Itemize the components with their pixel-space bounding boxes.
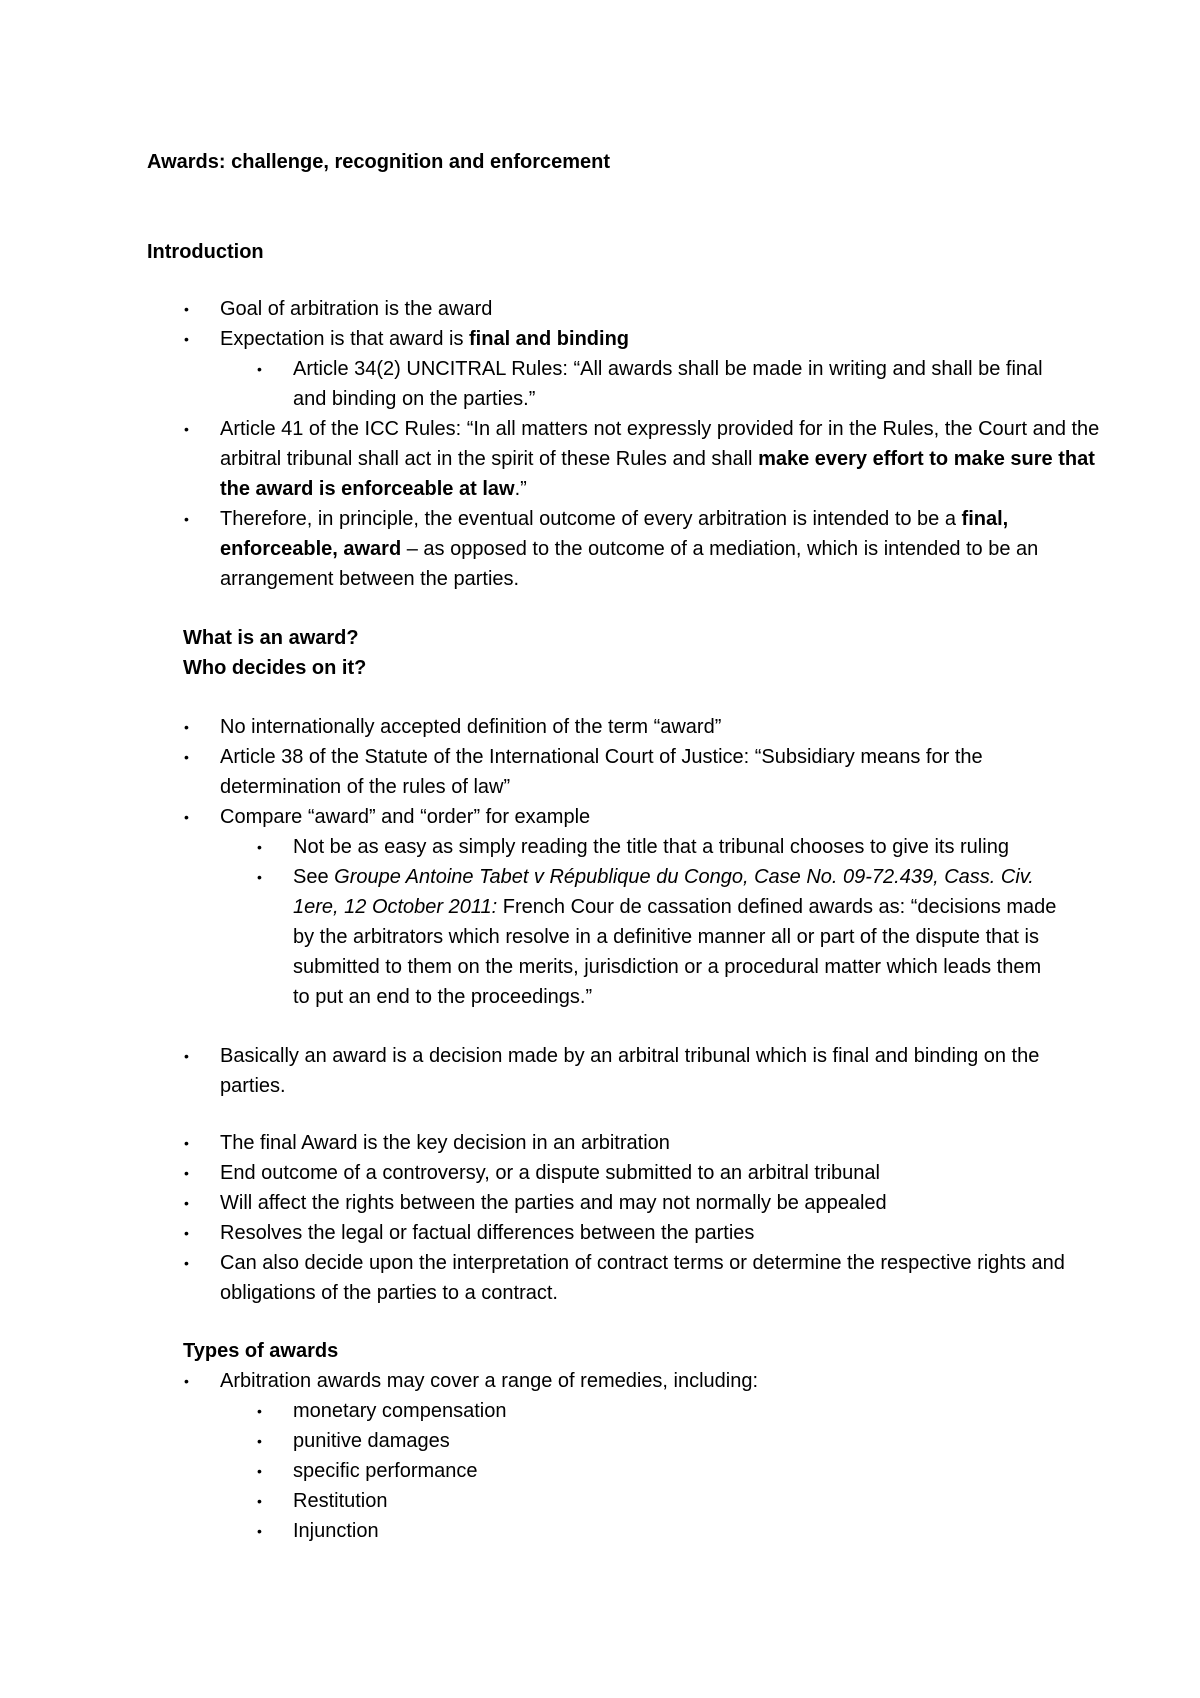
final-award-bullet-list: [184, 1128, 1104, 1308]
list-item: • monetary compensation: [257, 1396, 1057, 1426]
bullet-icon: •: [184, 719, 189, 735]
list-item: • Arbitration awards may cover a range of remedies, including:: [184, 1366, 1104, 1396]
list-item: • Restitution: [257, 1486, 1057, 1516]
bullet-icon: •: [184, 1165, 189, 1181]
list-item: • No internationally accepted definition of the term “award”: [184, 712, 1104, 742]
list-item: • The final Award is the key decision in an arbitration: [184, 1128, 1104, 1158]
list-item: • Article 41 of the ICC Rules: “In all matters not expressly provided for in the Rules, the Court and the arbitral tribunal shall act in the spirit of these Rules and shall make every effort to make sure that the award is enforceable at law.”: [184, 414, 1104, 504]
bullet-icon: •: [184, 331, 189, 347]
intro-bullet-list: [184, 294, 1104, 354]
bullet-icon: •: [184, 809, 189, 825]
bullet-icon: •: [184, 511, 189, 527]
list-item: • Resolves the legal or factual differences between the parties: [184, 1218, 1104, 1248]
what-sub-list: [257, 832, 1057, 1012]
list-item: • punitive damages: [257, 1426, 1057, 1456]
what-bullet-list: [184, 712, 1104, 832]
bullet-icon: •: [257, 1463, 262, 1479]
bullet-icon: •: [184, 1373, 189, 1389]
section-heading-who-decides: Who decides on it?: [183, 657, 367, 679]
bullet-icon: •: [184, 301, 189, 317]
section-heading-introduction: Introduction: [147, 241, 264, 263]
list-item: • Article 34(2) UNCITRAL Rules: “All awards shall be made in writing and shall be final and binding on the parties.”: [257, 354, 1057, 414]
bullet-icon: •: [184, 1048, 189, 1064]
list-item: • Expectation is that award is final and binding: [184, 324, 1104, 354]
bullet-icon: •: [257, 361, 262, 377]
list-item: • End outcome of a controversy, or a dispute submitted to an arbitral tribunal: [184, 1158, 1104, 1188]
bullet-icon: •: [257, 1433, 262, 1449]
types-bullet-list: [184, 1366, 1104, 1396]
section-heading-what-is-award: What is an award?: [183, 627, 359, 649]
intro-bullet-list-cont: [184, 414, 1104, 594]
remedies-sub-list: [257, 1396, 1057, 1546]
list-item: • Injunction: [257, 1516, 1057, 1546]
list-item: • See Groupe Antoine Tabet v République du Congo, Case No. 09-72.439, Cass. Civ. 1ere, 12 October 2011: French Cour de cassation defined awards as: “decisions made by the arbitrators which resolve in a definitive manner all or part of the dispute that is submitted to them on the merits, jurisdiction or a procedural matter which leads them to put an end to the proceedings.”: [257, 862, 1057, 1012]
section-heading-types-of-awards: Types of awards: [183, 1340, 339, 1362]
bullet-icon: •: [184, 1195, 189, 1211]
bullet-icon: •: [257, 1403, 262, 1419]
bullet-icon: •: [184, 749, 189, 765]
list-item: • Therefore, in principle, the eventual outcome of every arbitration is intended to be a final, enforceable, award – as opposed to the outcome of a mediation, which is intended to be an arrangement between the parties.: [184, 504, 1104, 594]
list-item: • Compare “award” and “order” for example: [184, 802, 1104, 832]
bullet-icon: •: [257, 869, 262, 885]
intro-sub-list: [257, 354, 1057, 414]
bullet-icon: •: [184, 1135, 189, 1151]
list-item: • Article 38 of the Statute of the International Court of Justice: “Subsidiary means for the determination of the rules of law”: [184, 742, 1104, 802]
bullet-icon: •: [257, 1493, 262, 1509]
list-item: • Can also decide upon the interpretation of contract terms or determine the respective rights and obligations of the parties to a contract.: [184, 1248, 1104, 1308]
list-item: • Goal of arbitration is the award: [184, 294, 1104, 324]
what-bullet-list-cont: [184, 1041, 1104, 1101]
bullet-icon: •: [257, 1523, 262, 1539]
list-item: • Not be as easy as simply reading the title that a tribunal chooses to give its ruling: [257, 832, 1057, 862]
bullet-icon: •: [184, 1255, 189, 1271]
list-item: • Basically an award is a decision made by an arbitral tribunal which is final and binding on the parties.: [184, 1041, 1104, 1101]
document-title: Awards: challenge, recognition and enforcement: [147, 151, 611, 173]
bullet-icon: •: [184, 1225, 189, 1241]
bullet-icon: •: [257, 839, 262, 855]
list-item: • specific performance: [257, 1456, 1057, 1486]
list-item: • Will affect the rights between the parties and may not normally be appealed: [184, 1188, 1104, 1218]
bullet-icon: •: [184, 421, 189, 437]
